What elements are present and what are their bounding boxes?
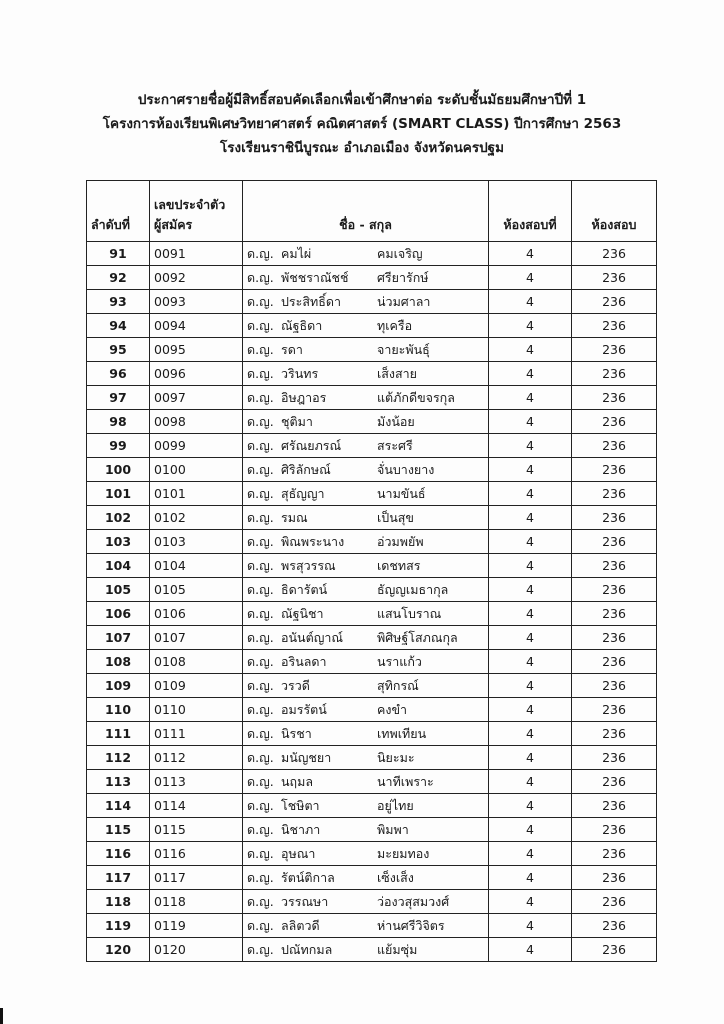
exam-room-cell: 236	[572, 242, 657, 266]
exam-room-no-cell: 4	[489, 914, 572, 938]
applicant-id-cell: 0100	[150, 458, 243, 482]
exam-room-cell: 236	[572, 386, 657, 410]
first-name: ชุติมา	[281, 413, 313, 429]
exam-room-cell: 236	[572, 266, 657, 290]
order-cell: 97	[87, 386, 150, 410]
last-name: มังน้อย	[377, 413, 415, 429]
table-row	[87, 890, 657, 914]
last-name: ห่านศรีวิจิตร	[377, 917, 445, 933]
name-cell	[243, 554, 489, 578]
name-title: ด.ญ.	[247, 413, 274, 429]
applicant-id-cell: 0115	[150, 818, 243, 842]
exam-room-cell: 236	[572, 626, 657, 650]
first-name: รดา	[281, 341, 303, 357]
name-cell	[243, 242, 489, 266]
exam-room-no-cell: 4	[489, 314, 572, 338]
first-name: รัตน์ติกาล	[281, 869, 335, 885]
order-cell: 105	[87, 578, 150, 602]
column-header-exam-room: ห้องสอบ	[572, 181, 657, 242]
applicant-id-cell: 0092	[150, 266, 243, 290]
table-row	[87, 938, 657, 962]
exam-room-cell: 236	[572, 338, 657, 362]
order-cell: 110	[87, 698, 150, 722]
name-title: ด.ญ.	[247, 533, 274, 549]
name-title: ด.ญ.	[247, 917, 274, 933]
exam-room-cell: 236	[572, 482, 657, 506]
exam-room-cell: 236	[572, 866, 657, 890]
table-row	[87, 506, 657, 530]
name-cell	[243, 266, 489, 290]
first-name: นฤมล	[281, 773, 314, 789]
applicant-id-cell: 0111	[150, 722, 243, 746]
name-cell	[243, 794, 489, 818]
applicant-id-cell: 0095	[150, 338, 243, 362]
exam-room-no-cell: 4	[489, 386, 572, 410]
last-name: นราแก้ว	[377, 653, 422, 669]
table-row	[87, 674, 657, 698]
table-row	[87, 386, 657, 410]
exam-room-no-cell: 4	[489, 818, 572, 842]
order-cell: 106	[87, 602, 150, 626]
exam-room-cell: 236	[572, 506, 657, 530]
name-title: ด.ญ.	[247, 269, 274, 285]
exam-room-no-cell: 4	[489, 602, 572, 626]
table-row	[87, 578, 657, 602]
order-cell: 120	[87, 938, 150, 962]
order-cell: 107	[87, 626, 150, 650]
order-cell: 103	[87, 530, 150, 554]
first-name: วรินทร	[281, 365, 319, 381]
name-cell	[243, 890, 489, 914]
exam-room-no-cell: 4	[489, 626, 572, 650]
exam-room-no-cell: 4	[489, 794, 572, 818]
applicant-id-cell: 0114	[150, 794, 243, 818]
table-row	[87, 650, 657, 674]
name-title: ด.ญ.	[247, 317, 274, 333]
applicant-id-cell: 0108	[150, 650, 243, 674]
first-name: พัชชราณัชช์	[281, 269, 349, 285]
exam-room-cell: 236	[572, 290, 657, 314]
first-name: ลลิตวดี	[281, 917, 320, 933]
applicant-id-cell: 0091	[150, 242, 243, 266]
last-name: อ่วมพยัพ	[377, 533, 424, 549]
table-row	[87, 866, 657, 890]
name-title: ด.ญ.	[247, 509, 274, 525]
last-name: แสนโบราณ	[377, 605, 442, 621]
first-name: ปณัทกมล	[281, 941, 333, 957]
name-title: ด.ญ.	[247, 581, 274, 597]
last-name: นาทีเพราะ	[377, 773, 434, 789]
column-header-applicant-id-line2: ผู้สมัคร	[154, 217, 193, 232]
name-cell	[243, 722, 489, 746]
document-header	[0, 88, 724, 160]
name-title: ด.ญ.	[247, 677, 274, 693]
exam-room-no-cell: 4	[489, 410, 572, 434]
last-name: นิยะมะ	[377, 749, 415, 765]
last-name: เซ็งเส็ง	[377, 869, 414, 885]
table-row	[87, 530, 657, 554]
applicant-id-cell: 0106	[150, 602, 243, 626]
first-name: คมไผ่	[281, 245, 312, 261]
table-row	[87, 626, 657, 650]
last-name: จั่นบางยาง	[377, 461, 435, 477]
first-name: อิษฎาอร	[281, 389, 327, 405]
exam-room-no-cell: 4	[489, 650, 572, 674]
exam-room-no-cell: 4	[489, 362, 572, 386]
exam-room-no-cell: 4	[489, 842, 572, 866]
exam-room-cell: 236	[572, 434, 657, 458]
exam-room-cell: 236	[572, 842, 657, 866]
first-name: ธิดารัตน์	[281, 581, 328, 597]
exam-room-no-cell: 4	[489, 770, 572, 794]
table-row	[87, 482, 657, 506]
first-name: ศรัณยภรณ์	[281, 437, 342, 453]
order-cell: 112	[87, 746, 150, 770]
last-name: นามขันธ์	[377, 485, 426, 501]
exam-room-no-cell: 4	[489, 338, 572, 362]
exam-room-cell: 236	[572, 554, 657, 578]
exam-room-no-cell: 4	[489, 722, 572, 746]
applicant-id-cell: 0109	[150, 674, 243, 698]
applicant-id-cell: 0110	[150, 698, 243, 722]
last-name: เดชทสร	[377, 557, 421, 573]
exam-room-cell: 236	[572, 722, 657, 746]
exam-room-cell: 236	[572, 890, 657, 914]
exam-room-cell: 236	[572, 362, 657, 386]
name-title: ด.ญ.	[247, 365, 274, 381]
name-cell	[243, 770, 489, 794]
exam-room-no-cell: 4	[489, 674, 572, 698]
exam-room-no-cell: 4	[489, 698, 572, 722]
exam-room-no-cell: 4	[489, 866, 572, 890]
table-row	[87, 818, 657, 842]
order-cell: 99	[87, 434, 150, 458]
first-name: สุธัญญา	[281, 485, 325, 501]
name-title: ด.ญ.	[247, 797, 274, 813]
name-title: ด.ญ.	[247, 341, 274, 357]
applicant-id-cell: 0103	[150, 530, 243, 554]
name-title: ด.ญ.	[247, 245, 274, 261]
name-cell	[243, 746, 489, 770]
applicant-id-cell: 0104	[150, 554, 243, 578]
applicant-id-cell: 0101	[150, 482, 243, 506]
exam-room-no-cell: 4	[489, 434, 572, 458]
exam-room-no-cell: 4	[489, 458, 572, 482]
exam-room-cell: 236	[572, 458, 657, 482]
column-header-name: ชื่อ - สกุล	[243, 181, 489, 242]
exam-room-cell: 236	[572, 650, 657, 674]
last-name: ศรียารักษ์	[377, 269, 429, 285]
applicant-id-cell: 0099	[150, 434, 243, 458]
table-row	[87, 410, 657, 434]
order-cell: 91	[87, 242, 150, 266]
last-name: น่วมศาลา	[377, 293, 431, 309]
name-cell	[243, 434, 489, 458]
exam-room-cell: 236	[572, 674, 657, 698]
last-name: อยู่ไทย	[377, 797, 414, 813]
name-title: ด.ญ.	[247, 629, 274, 645]
name-cell	[243, 482, 489, 506]
name-title: ด.ญ.	[247, 845, 274, 861]
first-name: ณัฐนิชา	[281, 605, 324, 621]
exam-room-cell: 236	[572, 938, 657, 962]
first-name: โชษิตา	[281, 797, 320, 813]
order-cell: 93	[87, 290, 150, 314]
first-name: รมณ	[281, 509, 308, 525]
last-name: เส็งสาย	[377, 365, 417, 381]
last-name: เป็นสุข	[377, 509, 414, 525]
last-name: คมเจริญ	[377, 245, 423, 261]
name-cell	[243, 578, 489, 602]
applicant-id-cell: 0094	[150, 314, 243, 338]
last-name: พิมพา	[377, 821, 409, 837]
order-cell: 117	[87, 866, 150, 890]
exam-room-cell: 236	[572, 530, 657, 554]
last-name: แย้มซุ่ม	[377, 941, 418, 957]
order-cell: 114	[87, 794, 150, 818]
name-title: ด.ญ.	[247, 461, 274, 477]
order-cell: 102	[87, 506, 150, 530]
table-row	[87, 746, 657, 770]
exam-room-cell: 236	[572, 914, 657, 938]
scan-edge-mark	[0, 1008, 3, 1024]
table-row	[87, 314, 657, 338]
last-name: แต้ภักดีขจรกุล	[377, 389, 455, 405]
table-row	[87, 290, 657, 314]
name-cell	[243, 914, 489, 938]
first-name: ประสิทธิ์ดา	[281, 293, 341, 309]
table-row	[87, 434, 657, 458]
order-cell: 104	[87, 554, 150, 578]
exam-room-cell: 236	[572, 794, 657, 818]
name-title: ด.ญ.	[247, 293, 274, 309]
name-cell	[243, 626, 489, 650]
first-name: อนันต์ญาณ์	[281, 629, 343, 645]
last-name: ว่องวสุสมวงศ์	[377, 893, 450, 909]
exam-room-no-cell: 4	[489, 554, 572, 578]
name-title: ด.ญ.	[247, 557, 274, 573]
last-name: ทุเครือ	[377, 317, 413, 333]
table-row	[87, 458, 657, 482]
order-cell: 95	[87, 338, 150, 362]
order-cell: 96	[87, 362, 150, 386]
first-name: พิณพระนาง	[281, 533, 345, 549]
applicant-id-cell: 0113	[150, 770, 243, 794]
table-row	[87, 722, 657, 746]
name-cell	[243, 650, 489, 674]
table-row	[87, 242, 657, 266]
exam-room-cell: 236	[572, 698, 657, 722]
table-header-row	[87, 181, 657, 242]
name-cell	[243, 530, 489, 554]
applicant-id-cell: 0105	[150, 578, 243, 602]
name-title: ด.ญ.	[247, 869, 274, 885]
table-row	[87, 770, 657, 794]
exam-room-cell: 236	[572, 746, 657, 770]
applicant-id-cell: 0097	[150, 386, 243, 410]
exam-room-no-cell: 4	[489, 506, 572, 530]
first-name: ณัฐธิดา	[281, 317, 323, 333]
announcement-title: ประกาศรายชื่อผู้มีสิทธิ์สอบคัดเลือกเพื่อเข้าศึกษาต่อ ระดับชั้นมัธยมศึกษาปีที่ 1	[137, 92, 587, 108]
order-cell: 109	[87, 674, 150, 698]
name-title: ด.ญ.	[247, 941, 274, 957]
first-name: อรินลดา	[281, 653, 327, 669]
applicant-id-cell: 0096	[150, 362, 243, 386]
last-name: จายะพันธุ์	[377, 341, 430, 357]
exam-room-no-cell: 4	[489, 890, 572, 914]
order-cell: 115	[87, 818, 150, 842]
program-title: โครงการห้องเรียนพิเศษวิทยาศาสตร์ คณิตศาสตร์ (SMART CLASS) ปีการศึกษา 2563	[102, 116, 622, 132]
name-cell	[243, 506, 489, 530]
name-title: ด.ญ.	[247, 605, 274, 621]
name-title: ด.ญ.	[247, 437, 274, 453]
exam-room-no-cell: 4	[489, 266, 572, 290]
name-title: ด.ญ.	[247, 773, 274, 789]
name-cell	[243, 362, 489, 386]
order-cell: 113	[87, 770, 150, 794]
applicant-id-cell: 0117	[150, 866, 243, 890]
exam-room-cell: 236	[572, 818, 657, 842]
name-cell	[243, 386, 489, 410]
name-title: ด.ญ.	[247, 725, 274, 741]
name-cell	[243, 674, 489, 698]
name-title: ด.ญ.	[247, 653, 274, 669]
name-title: ด.ญ.	[247, 701, 274, 717]
last-name: ธัญญเมธากุล	[377, 581, 449, 597]
first-name: วรรณษา	[281, 893, 329, 909]
applicant-id-cell: 0116	[150, 842, 243, 866]
last-name: สระศรี	[377, 437, 413, 453]
candidate-table	[86, 180, 657, 962]
column-header-applicant-id-line1: เลขประจำตัว	[154, 197, 226, 212]
applicant-id-cell: 0093	[150, 290, 243, 314]
name-cell	[243, 458, 489, 482]
name-cell	[243, 698, 489, 722]
exam-room-no-cell: 4	[489, 290, 572, 314]
name-cell	[243, 290, 489, 314]
last-name: สุทิกรณ์	[377, 677, 419, 693]
name-title: ด.ญ.	[247, 389, 274, 405]
last-name: เทพเทียน	[377, 725, 427, 741]
column-header-order: ลำดับที่	[87, 181, 150, 242]
order-cell: 98	[87, 410, 150, 434]
applicant-id-cell: 0120	[150, 938, 243, 962]
name-title: ด.ญ.	[247, 749, 274, 765]
table-row	[87, 794, 657, 818]
exam-room-cell: 236	[572, 578, 657, 602]
table-row	[87, 554, 657, 578]
first-name: มนัญชยา	[281, 749, 332, 765]
name-cell	[243, 602, 489, 626]
applicant-id-cell: 0119	[150, 914, 243, 938]
applicant-id-cell: 0118	[150, 890, 243, 914]
exam-room-no-cell: 4	[489, 746, 572, 770]
name-cell	[243, 338, 489, 362]
applicant-id-cell: 0098	[150, 410, 243, 434]
order-cell: 92	[87, 266, 150, 290]
table-row	[87, 362, 657, 386]
applicant-id-cell: 0112	[150, 746, 243, 770]
exam-room-no-cell: 4	[489, 530, 572, 554]
name-cell	[243, 842, 489, 866]
name-title: ด.ญ.	[247, 485, 274, 501]
column-header-applicant-id	[150, 181, 243, 242]
exam-room-no-cell: 4	[489, 242, 572, 266]
exam-room-cell: 236	[572, 770, 657, 794]
name-title: ด.ญ.	[247, 893, 274, 909]
first-name: ศิริลักษณ์	[281, 461, 331, 477]
exam-room-no-cell: 4	[489, 938, 572, 962]
last-name: พิศิษฐ์โสภณกุล	[377, 629, 458, 645]
applicant-id-cell: 0102	[150, 506, 243, 530]
name-cell	[243, 314, 489, 338]
exam-room-cell: 236	[572, 314, 657, 338]
table-row	[87, 338, 657, 362]
order-cell: 108	[87, 650, 150, 674]
exam-room-no-cell: 4	[489, 482, 572, 506]
order-cell: 94	[87, 314, 150, 338]
last-name: คงขำ	[377, 701, 408, 717]
exam-room-cell: 236	[572, 602, 657, 626]
table-row	[87, 914, 657, 938]
name-title: ด.ญ.	[247, 821, 274, 837]
first-name: นิรชา	[281, 725, 312, 741]
school-name: โรงเรียนราชินีบูรณะ อำเภอเมือง จังหวัดนครปฐม	[219, 140, 504, 156]
table-row	[87, 602, 657, 626]
order-cell: 101	[87, 482, 150, 506]
first-name: นิชาภา	[281, 821, 321, 837]
order-cell: 116	[87, 842, 150, 866]
applicant-id-cell: 0107	[150, 626, 243, 650]
name-cell	[243, 866, 489, 890]
last-name: มะยมทอง	[377, 845, 430, 861]
column-header-exam-room-no: ห้องสอบที่	[489, 181, 572, 242]
name-cell	[243, 410, 489, 434]
exam-room-no-cell: 4	[489, 578, 572, 602]
order-cell: 119	[87, 914, 150, 938]
table-row	[87, 842, 657, 866]
table-row	[87, 266, 657, 290]
order-cell: 100	[87, 458, 150, 482]
order-cell: 111	[87, 722, 150, 746]
table-row	[87, 698, 657, 722]
name-cell	[243, 818, 489, 842]
first-name: พรสุวรรณ	[281, 557, 336, 573]
exam-room-cell: 236	[572, 410, 657, 434]
order-cell: 118	[87, 890, 150, 914]
first-name: วรวดี	[281, 677, 310, 693]
first-name: อุษณา	[281, 845, 316, 861]
name-cell	[243, 938, 489, 962]
first-name: อมรรัตน์	[281, 701, 327, 717]
